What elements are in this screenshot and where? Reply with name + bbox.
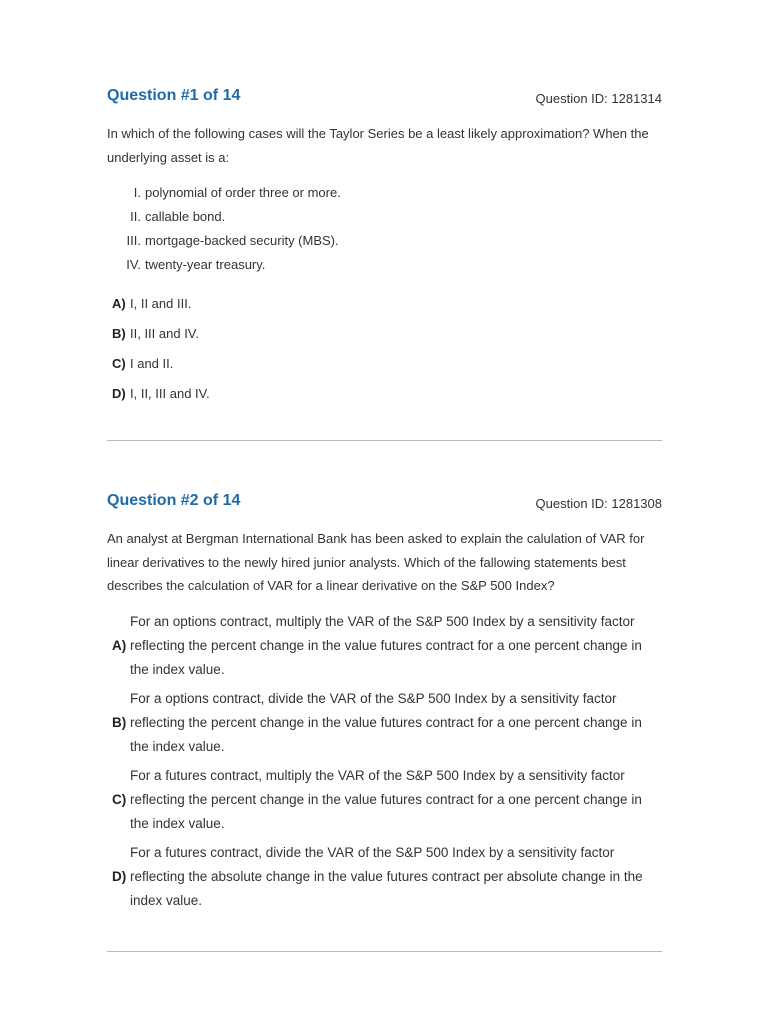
choice-letter: C) — [112, 355, 126, 371]
question-divider — [107, 440, 662, 441]
statement-item — [107, 181, 662, 205]
answer-choice-c[interactable] — [107, 348, 662, 378]
question-id: Question ID: 1281314 — [535, 91, 662, 106]
answer-choices — [107, 288, 662, 408]
choice-text: I, II and III. — [130, 295, 192, 311]
answer-choice-b[interactable] — [107, 318, 662, 348]
question-title: Question #1 of 14 — [107, 87, 241, 104]
question-stem: In which of the following cases will the Taylor Series be a least likely approximation? When the underlying asset is a: — [107, 126, 649, 165]
question-stem: An analyst at Bergman International Bank has been asked to explain the calulation of VAR for linear derivatives to the newly hired junior analysts. Which of the fallowing statements best describes the calculation of VAR for a linear derivative on the S&P 500 Index? — [107, 531, 645, 593]
choice-letter: B) — [112, 714, 127, 730]
choice-text: II, III and IV. — [130, 325, 199, 341]
statement-item — [107, 253, 662, 277]
answer-choice-d[interactable] — [107, 841, 662, 913]
choice-text: For a options contract, divide the VAR of the S&P 500 Index by a sensitivity factor reflecting the percent change in the value futures contract for a one percent change in the index value. — [130, 690, 642, 754]
statement-text: callable bond. — [145, 209, 226, 224]
answer-choice-a[interactable] — [107, 288, 662, 318]
question-id: Question ID: 1281308 — [535, 496, 662, 511]
choice-text: I and II. — [130, 355, 174, 371]
statement-item — [107, 205, 662, 229]
question-header — [107, 489, 662, 515]
choice-text: I, II, III and IV. — [130, 385, 210, 401]
choice-text: For a futures contract, multiply the VAR of the S&P 500 Index by a sensitivity factor reflecting the percent change in the value futures contract for a one percent change in the index value. — [130, 767, 642, 831]
statement-text: polynomial of order three or more. — [145, 185, 341, 200]
answer-choice-d[interactable] — [107, 378, 662, 408]
choice-letter: D) — [112, 868, 127, 884]
statement-number: I. — [133, 185, 141, 200]
statement-item — [107, 229, 662, 253]
choice-letter: D) — [112, 385, 126, 401]
statement-text: mortgage-backed security (MBS). — [145, 233, 339, 248]
statement-text: twenty-year treasury. — [145, 257, 266, 272]
question-header — [107, 84, 662, 110]
choice-text: For a futures contract, divide the VAR of the S&P 500 Index by a sensitivity factor reflecting the absolute change in the value futures contract per absolute change in the index value. — [130, 844, 643, 908]
choice-letter: B) — [112, 325, 126, 341]
question-2 — [107, 489, 662, 918]
answer-choices — [107, 610, 662, 913]
choice-text: For an options contract, multiply the VAR of the S&P 500 Index by a sensitivity factor reflecting the percent change in the value futures contract for a one percent change in the index value. — [130, 613, 642, 677]
answer-choice-c[interactable] — [107, 764, 662, 836]
question-divider — [107, 951, 662, 952]
question-1 — [107, 84, 662, 408]
choice-letter: A) — [112, 295, 126, 311]
answer-choice-a[interactable] — [107, 610, 662, 682]
statement-number: IV. — [126, 257, 141, 272]
statement-list — [107, 181, 662, 277]
question-title: Question #2 of 14 — [107, 492, 241, 509]
statement-number: II. — [130, 209, 141, 224]
choice-letter: C) — [112, 791, 127, 807]
choice-letter: A) — [112, 637, 127, 653]
statement-number: III. — [126, 233, 141, 248]
answer-choice-b[interactable] — [107, 687, 662, 759]
